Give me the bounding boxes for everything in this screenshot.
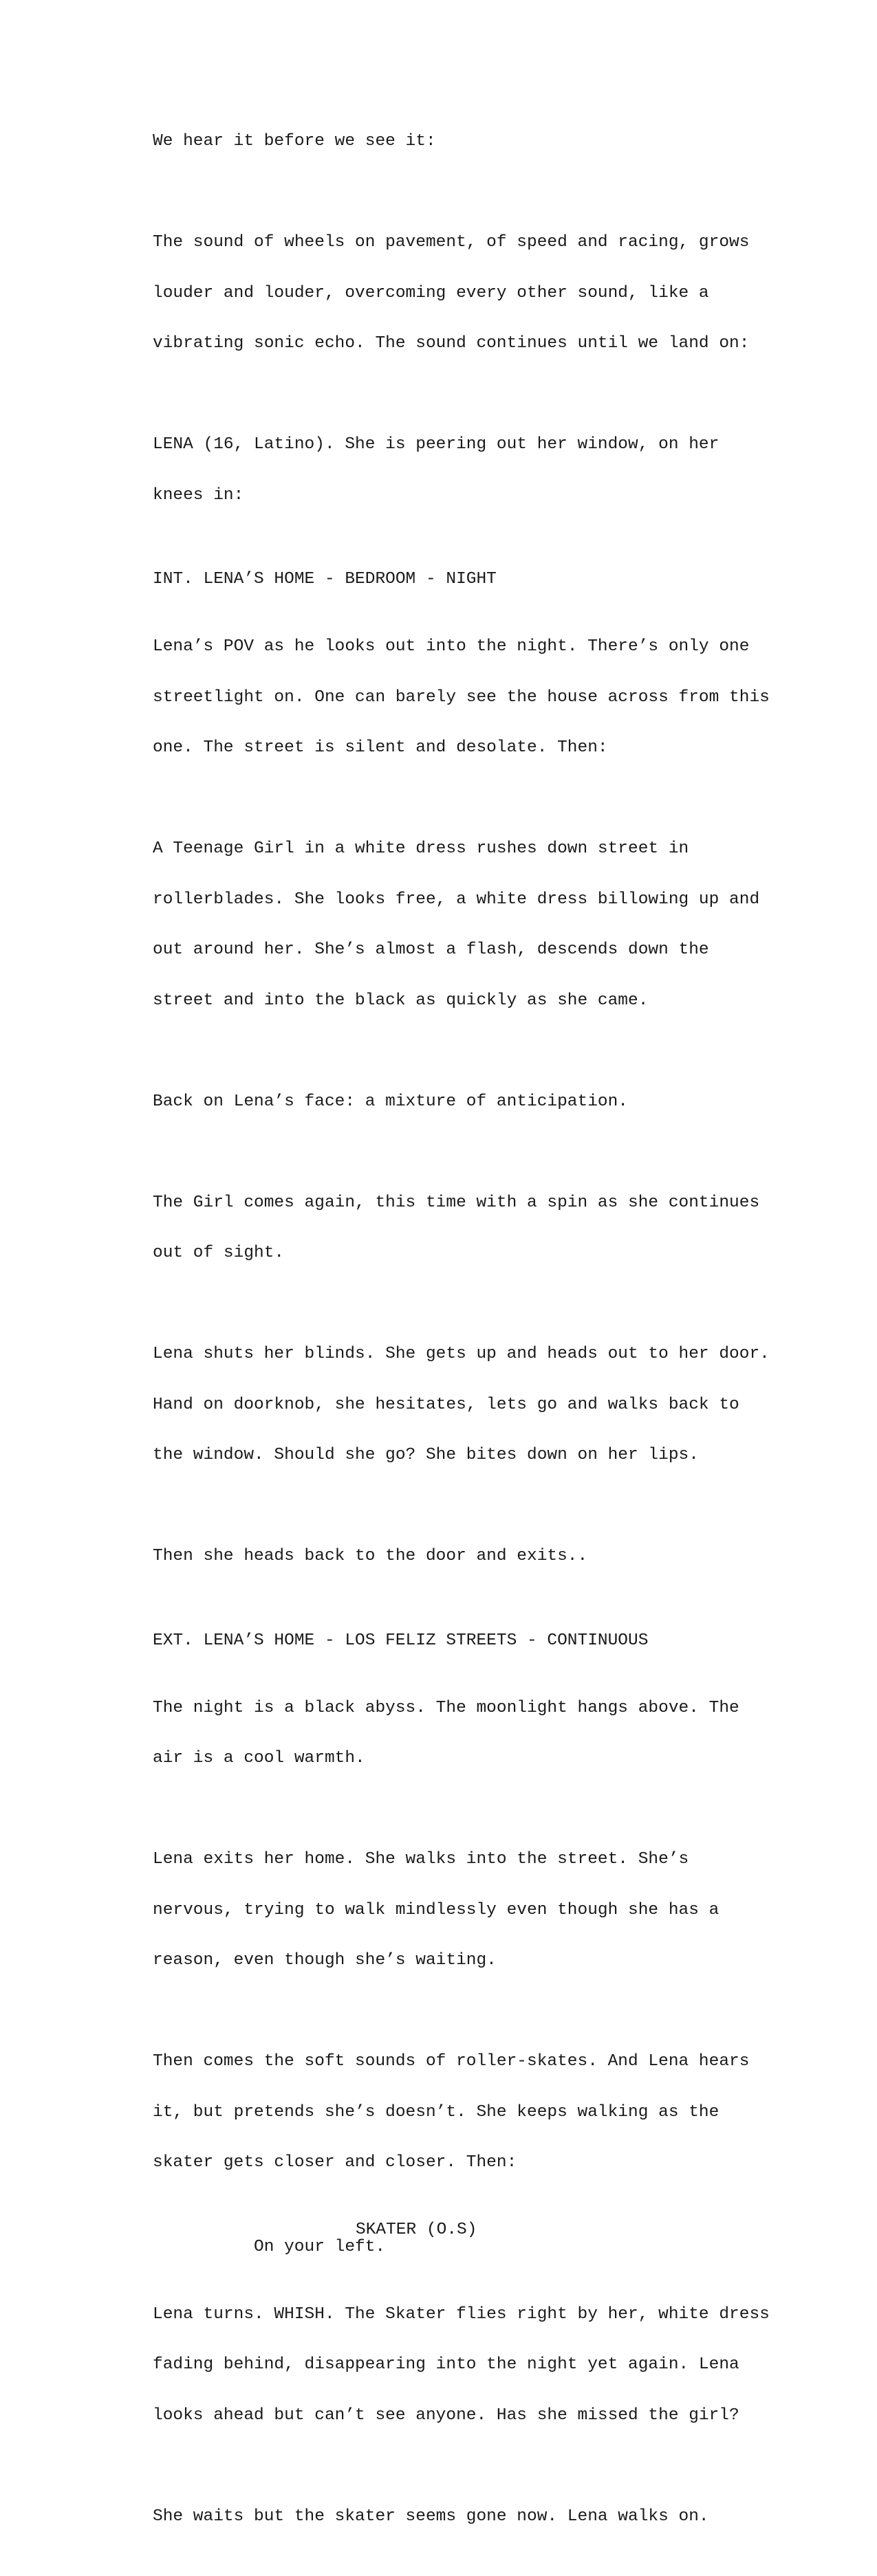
action-line: Lena shuts her blinds. She gets up and heads out to her door. [153,1345,770,1363]
action-line: A Teenage Girl in a white dress rushes down street in [153,839,689,858]
action-line: Lena’s POV as he looks out into the night. There’s only one [153,637,750,656]
action-line: knees in: [153,485,244,505]
action-line: Back on Lena’s face: a mixture of anticipation. [153,1092,629,1111]
action-paragraph [153,605,772,791]
action-line: reason, even though she’s waiting. [153,1951,497,1970]
action-line: She waits but the skater seems gone now. Lena walks on. [153,2507,709,2526]
action-line: The night is a black abyss. The moonlight hangs above. The [153,1698,739,1717]
action-paragraph [153,2273,772,2458]
action-paragraph [153,1515,772,1599]
action-line: louder and louder, overcoming every other sound, like a [153,283,709,302]
action-paragraph [153,1818,772,2003]
action-line: out of sight. [153,1244,285,1262]
action-paragraph [153,1161,772,1296]
action-paragraph [153,807,772,1043]
action-line: the window. Should she go? She bites down on her lips. [153,1446,699,1464]
action-line: Then she heads back to the door and exits.. [153,1547,588,1565]
action-line: air is a cool warmth. [153,1749,365,1768]
dialogue-line: On your left. [254,2237,386,2256]
action-line: Lena turns. WHISH. The Skater flies right by her, white dress [153,2304,770,2324]
action-line: vibrating sonic echo. The sound continues until we land on: [153,334,750,353]
action-line: The sound of wheels on pavement, of speed and racing, grows [153,233,750,252]
action-line: The Girl comes again, this time with a spin as she continues [153,1193,760,1212]
action-line: street and into the black as quickly as she came. [153,991,649,1010]
scene-heading: INT. LENA’S HOME - BEDROOM - NIGHT [153,570,497,588]
screenplay-body [153,100,772,2576]
action-paragraph [153,201,772,386]
action-line: skater gets closer and closer. Then: [153,2153,517,2172]
action-line: Then comes the soft sounds of roller-skates. And Lena hears [153,2052,750,2071]
action-paragraph [153,1060,772,1145]
action-line: Lena exits her home. She walks into the street. She’s [153,1850,689,1869]
action-line: streetlight on. One can barely see the house across from this [153,687,770,707]
action-line: fading behind, disappearing into the night yet again. Lena [153,2355,739,2374]
action-line: looks ahead but can’t see anyone. Has she missed the girl? [153,2406,739,2425]
action-line: out around her. She’s almost a flash, descends down the [153,940,709,959]
action-paragraph [153,2475,772,2560]
scene-heading: EXT. LENA’S HOME - LOS FELIZ STREETS - CONTINUOUS [153,1631,649,1650]
dialogue-block [153,2222,772,2256]
action-line: Hand on doorknob, she hesitates, lets go and walks back to [153,1395,739,1414]
action-line: nervous, trying to walk mindlessly even though she has a [153,1900,719,1919]
action-paragraph [153,1666,772,1801]
action-line: it, but pretends she’s doesn’t. She keeps walking as the [153,2102,719,2122]
action-paragraph [153,1312,772,1498]
action-line: rollerblades. She looks free, a white dress billowing up and [153,890,760,909]
action-paragraph [153,2020,772,2205]
action-paragraph [153,100,772,184]
action-line: We hear it before we see it: [153,132,436,151]
action-paragraph [153,403,772,538]
character-name: SKATER (O.S) [356,2221,477,2239]
action-line: LENA (16, Latino). She is peering out her window, on her [153,435,719,454]
action-line: one. The street is silent and desolate. Then: [153,738,608,757]
